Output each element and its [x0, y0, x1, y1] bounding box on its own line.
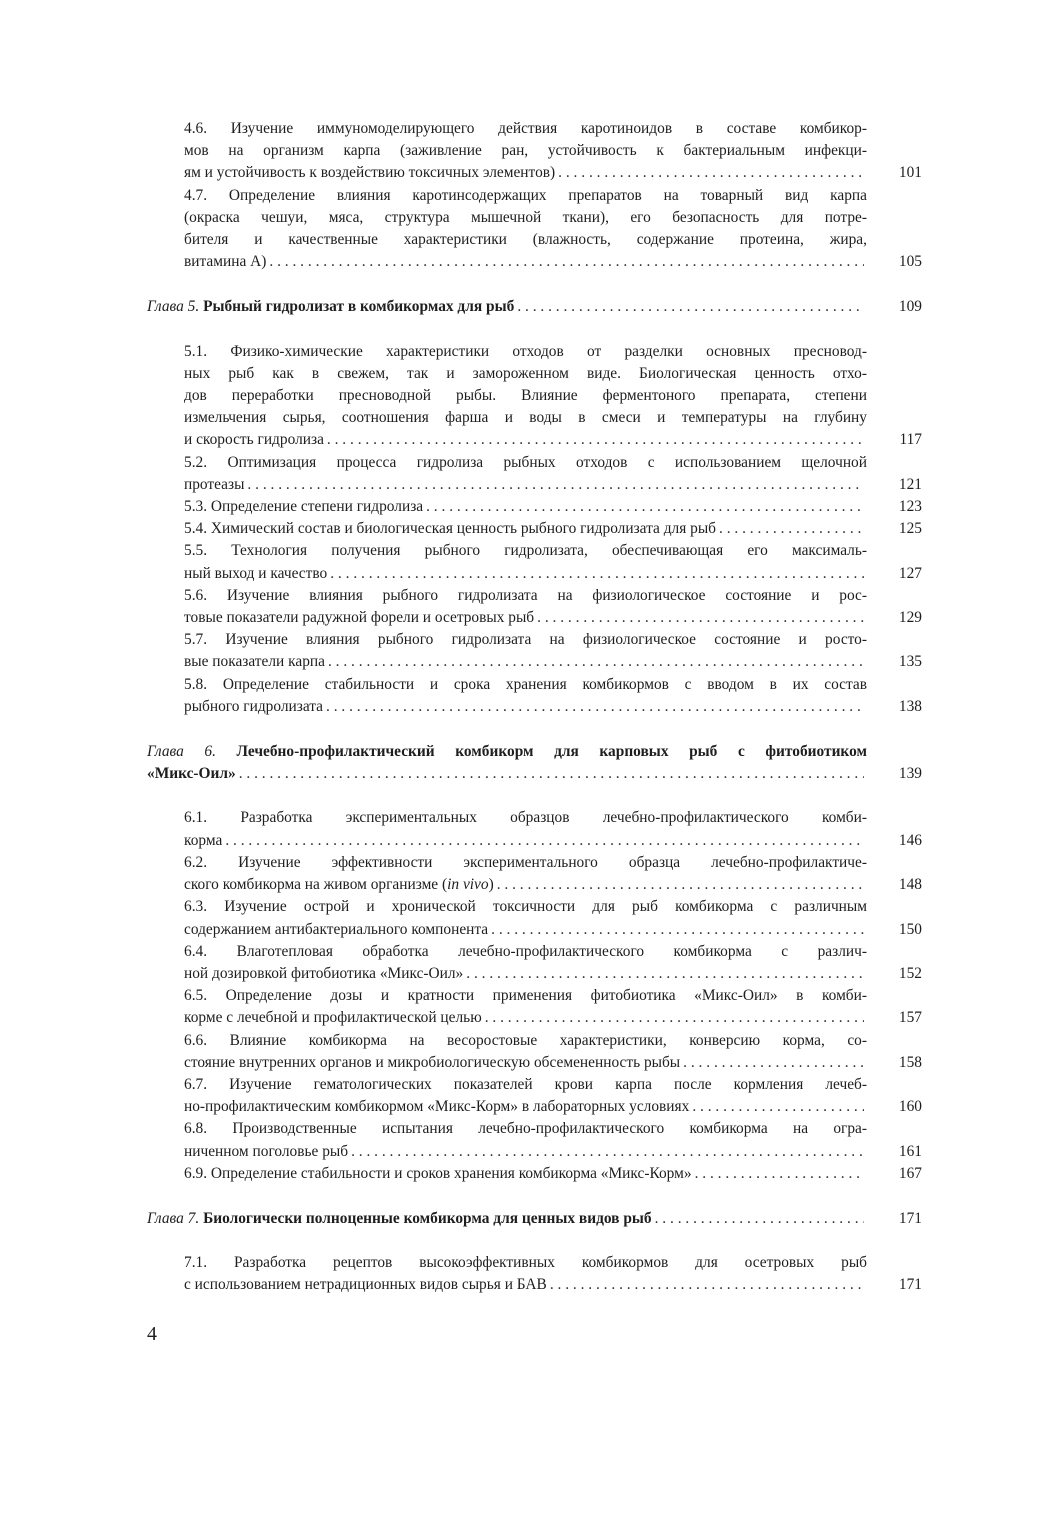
toc-entry-title: стояние внутренних органов и микробиологическую обсемененность рыбы [184, 1053, 681, 1071]
toc-page-number: 150 [898, 920, 922, 938]
toc-entry-title: 5.3. Определение степени гидролиза [184, 498, 424, 516]
toc-page-number: 167 [898, 1164, 922, 1182]
toc-page-number: 105 [898, 253, 922, 271]
toc-section-entry[interactable] [184, 452, 922, 496]
toc-section-entry[interactable] [184, 1252, 922, 1296]
dot-leader [351, 1141, 864, 1163]
toc-section-entry[interactable] [184, 1074, 922, 1118]
dot-leader [327, 429, 864, 451]
dot-leader [466, 963, 864, 985]
toc-chapter-entry[interactable] [147, 296, 922, 318]
toc-entry-line: мов на организм карпа (заживление ран, устойчивость к бактериальным инфекци- [184, 142, 867, 160]
toc-entry-title: вые показатели карпа [184, 653, 325, 671]
dot-leader [537, 607, 864, 629]
dot-leader [225, 830, 864, 852]
toc-entry-title: витамина А) [184, 253, 267, 271]
toc-page-number: 109 [898, 298, 922, 316]
dot-leader [497, 874, 864, 896]
toc-entry-title: корма [184, 831, 223, 849]
toc-entry-line: 5.8. Определение стабильности и срока хранения комбикормов с вводом в их состав [184, 675, 867, 693]
toc-entry-title: ям и устойчивость к воздействию токсичных элементов) [184, 164, 556, 182]
toc-page-number: 117 [899, 431, 922, 449]
dot-leader [269, 251, 864, 273]
dot-leader [491, 919, 864, 941]
dot-leader [330, 563, 864, 585]
dot-leader [517, 296, 864, 318]
toc-chapter-entry[interactable] [147, 1208, 922, 1230]
toc-entry-line: измельчения сырья, соотношения фарша и воды в смеси и температуры на глубину [184, 409, 867, 427]
toc-page-number: 146 [898, 831, 922, 849]
toc-page-number: 160 [898, 1098, 922, 1116]
toc-page-number: 158 [898, 1053, 922, 1071]
toc-section-entry[interactable] [184, 496, 922, 518]
toc-entry-line: 5.6. Изучение влияния рыбного гидролизата на физиологическое состояние и рос- [184, 586, 867, 604]
toc-section-entry[interactable] [184, 1163, 922, 1185]
toc-entry-line: 6.6. Влияние комбикорма на весоростовые характеристики, конверсию корма, со- [184, 1031, 867, 1049]
toc-section-entry[interactable] [184, 807, 922, 851]
dot-leader [247, 474, 864, 496]
toc-entry-title: Глава 7. Биологически полноценные комбикорма для ценных видов рыб [147, 1209, 652, 1227]
toc-entry-line: 6.1. Разработка экспериментальных образцов лечебно-профилактического комби- [184, 809, 867, 827]
dot-leader [328, 651, 864, 673]
toc-entry-title: содержанием антибактериального компонента [184, 920, 489, 938]
toc-page-number: 135 [898, 653, 922, 671]
toc-page-number: 171 [898, 1209, 922, 1227]
toc-section-entry[interactable] [184, 341, 922, 452]
dot-leader [719, 518, 864, 540]
toc-entry-line: 5.2. Оптимизация процесса гидролиза рыбных отходов с использованием щелочной [184, 453, 867, 471]
toc-page-number: 121 [898, 475, 922, 493]
toc-page-number: 148 [898, 876, 922, 894]
dot-leader [485, 1007, 864, 1029]
dot-leader [326, 696, 864, 718]
toc-section-entry[interactable] [184, 585, 922, 629]
toc-entry-title: рыбного гидролизата [184, 697, 324, 715]
toc-entry-title: 6.9. Определение стабильности и сроков хранения комбикорма «Микс-Корм» [184, 1164, 692, 1182]
toc-entry-title: протеазы [184, 475, 245, 493]
toc-entry-title: Глава 5. Рыбный гидролизат в комбикормах для рыб [147, 298, 515, 316]
toc-entry-line: дов переработки пресноводной рыбы. Влияние ферментоного препарата, степени [184, 387, 867, 405]
toc-entry-title: товые показатели радужной форели и осетровых рыб [184, 609, 535, 627]
dot-leader [239, 763, 864, 785]
toc-section-entry[interactable] [184, 518, 922, 540]
toc-section-entry[interactable] [184, 941, 922, 985]
toc-page-number: 125 [898, 520, 922, 538]
toc-entry-title: ниченном поголовье рыб [184, 1142, 349, 1160]
toc-entry-line: 4.7. Определение влияния каротинсодержащих препаратов на товарный вид карпа [184, 186, 867, 204]
toc-page-number: 152 [898, 964, 922, 982]
toc-entry-title: с использованием нетрадиционных видов сырья и БАВ [184, 1276, 547, 1294]
toc-entry-line: 6.5. Определение дозы и кратности применения фитобиотика «Микс-Оил» в комби- [184, 987, 867, 1005]
toc-section-entry[interactable] [184, 852, 922, 896]
toc-page-number: 161 [898, 1142, 922, 1160]
toc-page-number: 129 [898, 609, 922, 627]
toc-section-entry[interactable] [184, 540, 922, 584]
dot-leader [558, 162, 864, 184]
dot-leader [695, 1163, 864, 1185]
toc-entry-title: ского комбикорма на живом организме (in vivo) [184, 876, 494, 894]
toc-section-entry[interactable] [184, 674, 922, 718]
toc-section-entry[interactable] [184, 1118, 922, 1162]
toc-section-entry[interactable] [184, 629, 922, 673]
toc-entry-title: корме с лечебной и профилактической целью [184, 1009, 482, 1027]
toc-page-number: 127 [898, 564, 922, 582]
toc-entry-title: но-профилактическим комбикормом «Микс-Корм» в лабораторных условиях [184, 1098, 690, 1116]
toc-page-number: 171 [898, 1276, 922, 1294]
dot-leader [426, 496, 864, 518]
toc-entry-title: ный выход и качество [184, 564, 328, 582]
toc-entry-line: 6.2. Изучение эффективности экспериментального образца лечебно-профилактиче- [184, 853, 867, 871]
toc-entry-title: «Микс-Оил» [147, 765, 236, 783]
toc-page-number: 138 [898, 697, 922, 715]
toc-section-entry[interactable] [184, 185, 922, 274]
toc-entry-title: ной дозировкой фитобиотика «Микс-Оил» [184, 964, 464, 982]
toc-section-entry[interactable] [184, 118, 922, 185]
chapter-label: Глава 7. [147, 1209, 200, 1227]
toc-entry-line: бителя и качественные характеристики (влажность, содержание протеина, жира, [184, 231, 867, 249]
dot-leader [683, 1052, 864, 1074]
toc-entry-line: 5.7. Изучение влияния рыбного гидролизата на физиологическое состояние и росто- [184, 631, 867, 649]
toc-entry-title: 5.4. Химический состав и биологическая ценность рыбного гидролизата для рыб [184, 520, 717, 538]
dot-leader [692, 1096, 864, 1118]
toc-entry-line: Глава 6. Лечебно-профилактический комбикорм для карповых рыб с фитобиотиком [147, 743, 867, 761]
toc-entry-line: 4.6. Изучение иммуномоделирующего действия каротиноидов в составе комбикор- [184, 120, 867, 137]
toc-entry-line: 6.4. Влаготепловая обработка лечебно-профилактического комбикорма с различ- [184, 942, 867, 960]
toc-page-number: 101 [898, 164, 922, 182]
page-number: 4 [147, 1323, 157, 1345]
toc-chapter-entry[interactable] [147, 741, 922, 785]
toc-entry-line: 6.7. Изучение гематологических показателей крови карпа после кормления лечеб- [184, 1075, 867, 1093]
toc-entry-line: 7.1. Разработка рецептов высокоэффективных комбикормов для осетровых рыб [184, 1254, 867, 1272]
toc-entry-title: и скорость гидролиза [184, 431, 324, 449]
table-of-contents [147, 118, 922, 1297]
toc-section-entry[interactable] [184, 985, 922, 1029]
toc-entry-line: ных рыб как в свежем, так и замороженном виде. Биологическая ценность отхо- [184, 364, 867, 382]
toc-page-number: 123 [898, 498, 922, 516]
chapter-label: Глава 6. [147, 743, 216, 761]
toc-entry-line: 5.5. Технология получения рыбного гидролизата, обеспечивающая его максималь- [184, 542, 867, 560]
toc-entry-line: 5.1. Физико-химические характеристики отходов от разделки основных пресновод- [184, 342, 867, 360]
dot-leader [550, 1274, 864, 1296]
toc-entry-line: (окраска чешуи, мяса, структура мышечной ткани), его безопасность для потре- [184, 208, 867, 226]
toc-entry-line: 6.8. Производственные испытания лечебно-профилактического комбикорма на огра- [184, 1120, 867, 1138]
chapter-label: Глава 5. [147, 298, 200, 316]
dot-leader [655, 1208, 864, 1230]
toc-page-number: 157 [898, 1009, 922, 1027]
toc-section-entry[interactable] [184, 1030, 922, 1074]
toc-section-entry[interactable] [184, 896, 922, 940]
toc-entry-line: 6.3. Изучение острой и хронической токсичности для рыб комбикорма с различным [184, 898, 867, 916]
toc-page-number: 139 [898, 765, 922, 783]
